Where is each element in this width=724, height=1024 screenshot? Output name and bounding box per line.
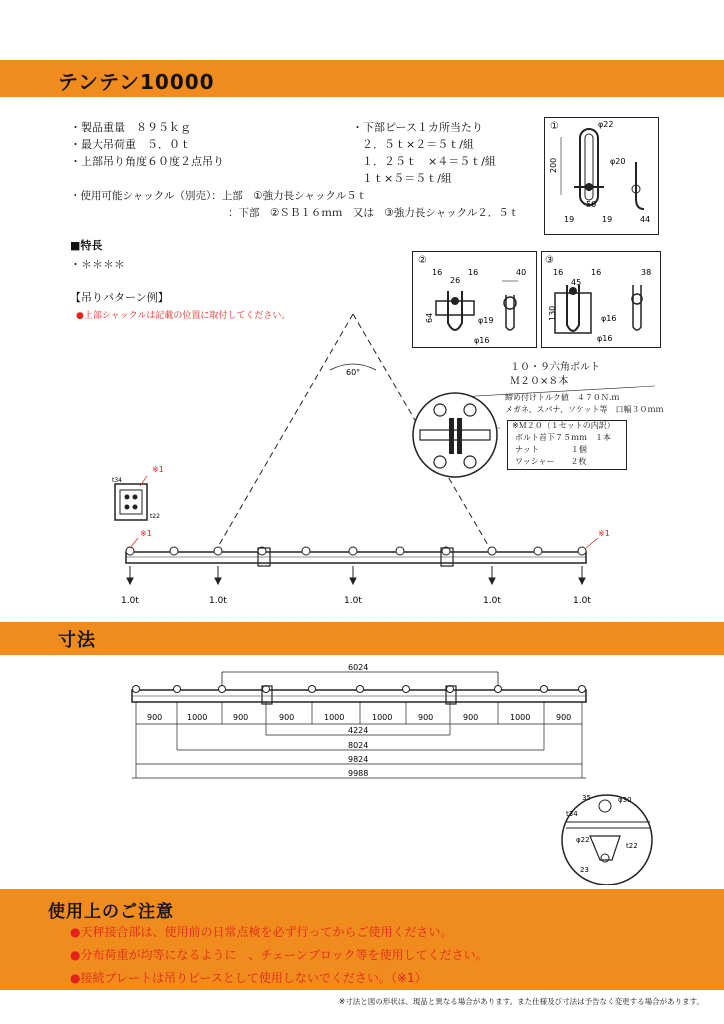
pattern-note: ●上部シャックルは記載の位置に取付してください。 xyxy=(76,311,291,321)
seg-8: 900 xyxy=(463,713,479,722)
spec-lower-piece-1: ２．５ｔ×２＝５ｔ/組 xyxy=(362,138,474,151)
beam-mark-right: ※1 xyxy=(598,529,610,538)
pattern-title: 【吊りパターン例】 xyxy=(70,291,169,304)
dim-9824: 9824 xyxy=(348,755,369,764)
seg-3: 900 xyxy=(233,713,249,722)
detail-1-200: 200 xyxy=(549,157,558,173)
load-1: 1.0t xyxy=(121,596,139,606)
detail-1-number: ① xyxy=(550,121,559,132)
dim-8024: 8024 xyxy=(348,741,369,750)
detail-3-38: 38 xyxy=(641,268,652,277)
load-5: 1.0t xyxy=(573,596,591,606)
circle-23: 23 xyxy=(580,866,589,874)
dims-title: 寸法 xyxy=(58,630,96,651)
circle-t34: t34 xyxy=(566,810,578,818)
detail-2-16b: 16 xyxy=(468,268,479,277)
detail-2-phi16: φ16 xyxy=(474,336,490,345)
footer-note: ※寸法と図の形状は、現品と異なる場合があります。また仕様及び寸法は予告なく変更する場合があります。 xyxy=(338,997,704,1006)
spec-lower-piece-2: １．２５ｔ ×４＝５ｔ/組 xyxy=(362,155,496,168)
detail-1-19b: 19 xyxy=(602,215,613,224)
spec-angle: ・上部吊り角度６０度２点吊り xyxy=(70,155,224,168)
detail-1-phi20: φ20 xyxy=(610,157,626,166)
dim-9988: 9988 xyxy=(348,769,369,778)
detail-1-50: 50 xyxy=(586,200,597,209)
bolt-set-washer: ワッシャー ２枚 xyxy=(515,457,587,466)
angle-label: 60° xyxy=(346,368,361,377)
dims-band xyxy=(0,622,724,655)
circle-phi22: φ22 xyxy=(576,836,590,844)
detail-3-16b: 16 xyxy=(591,268,602,277)
spec-shackle-1: ・使用可能シャックル（別売）：上部 ①強力長シャックル５ｔ xyxy=(70,190,368,202)
seg-7: 900 xyxy=(418,713,434,722)
spec-lower-piece-title: ・下部ピース１カ所当たり xyxy=(352,121,484,134)
dim-4224: 4224 xyxy=(348,726,369,735)
spec-max-load: ・最大吊荷重 ５．０ｔ xyxy=(70,138,191,151)
detail-2-16a: 16 xyxy=(432,268,443,277)
lifting-pattern-diagram xyxy=(0,300,724,610)
seg-6: 1000 xyxy=(372,713,393,722)
spec-weight: ・製品重量 ８９５ｋｇ xyxy=(70,121,191,134)
plate-t34: t34 xyxy=(112,477,122,484)
detail-1-19a: 19 xyxy=(564,215,575,224)
detail-2-number: ② xyxy=(418,255,427,266)
spec-shackle-2: ：下部 ②ＳＢ１６ｍｍ 又は ③強力長シャックル２．５ｔ xyxy=(228,207,520,219)
detail-3-130: 130 xyxy=(548,305,557,321)
caution-3: ●接続プレートは吊りピースとして使用しないでください。（※1） xyxy=(70,971,427,985)
bolt-title: １０・９六角ボルト xyxy=(510,362,600,373)
seg-2: 1000 xyxy=(187,713,208,722)
detail-2-40: 40 xyxy=(516,268,527,277)
load-2: 1.0t xyxy=(209,596,227,606)
detail-3-phi16b: φ16 xyxy=(597,334,613,343)
bolt-tool: メガネ、スパナ、ソケット等 口幅３０ｍｍ xyxy=(505,405,664,414)
detail-2-26: 26 xyxy=(450,276,461,285)
caution-2: ●分布荷重が均等になるように 、チェーンブロック等を使用してください。 xyxy=(70,948,488,962)
seg-1: 900 xyxy=(147,713,163,722)
seg-5: 1000 xyxy=(324,713,345,722)
circle-phi30: φ30 xyxy=(618,796,632,804)
dimension-diagram xyxy=(0,660,724,885)
plate-mark: ※1 xyxy=(152,465,164,474)
detail-3-45: 45 xyxy=(571,278,582,287)
bolt-set-nut: ナット １個 xyxy=(515,445,587,454)
load-3: 1.0t xyxy=(344,596,362,606)
bolt-set-title: ※Ｍ２０（１セットの内訳） xyxy=(512,421,615,430)
bolt-torque: 締め付けトルク値 ４７０Ｎ.ｍ xyxy=(505,393,620,402)
detail-3-phi16a: φ16 xyxy=(601,314,617,323)
caution-1: ●天秤接合部は、使用前の日常点検を必ず行ってからご使用ください。 xyxy=(70,925,453,939)
detail-3-number: ③ xyxy=(545,255,554,266)
seg-9: 1000 xyxy=(510,713,531,722)
seg-4: 900 xyxy=(279,713,295,722)
spec-lower-piece-3: １ｔ×５＝５ｔ/組 xyxy=(362,172,452,185)
detail-2-phi19: φ19 xyxy=(478,316,494,325)
circle-t22: t22 xyxy=(626,842,638,850)
beam-mark-left: ※1 xyxy=(140,529,152,538)
plate-t22: t22 xyxy=(150,513,160,520)
circle-35: 35 xyxy=(582,794,591,802)
cautions-title: 使用上のご注意 xyxy=(48,902,174,922)
bolt-size: Ｍ２０×８本 xyxy=(510,376,569,387)
page-title: テンテン10000 xyxy=(58,70,215,94)
detail-3-16a: 16 xyxy=(553,268,564,277)
features-value: ・＊＊＊＊ xyxy=(70,258,125,271)
dim-6024: 6024 xyxy=(348,663,369,672)
load-4: 1.0t xyxy=(483,596,501,606)
features-title: ■特長 xyxy=(70,239,103,252)
detail-1-phi22: φ22 xyxy=(598,120,614,129)
detail-2-64: 64 xyxy=(425,312,434,323)
detail-1-diagram xyxy=(544,117,659,235)
bolt-set-bolt: ボルト首下７５ｍｍ １本 xyxy=(515,433,611,442)
detail-1-44: 44 xyxy=(640,215,651,224)
seg-10: 900 xyxy=(556,713,572,722)
